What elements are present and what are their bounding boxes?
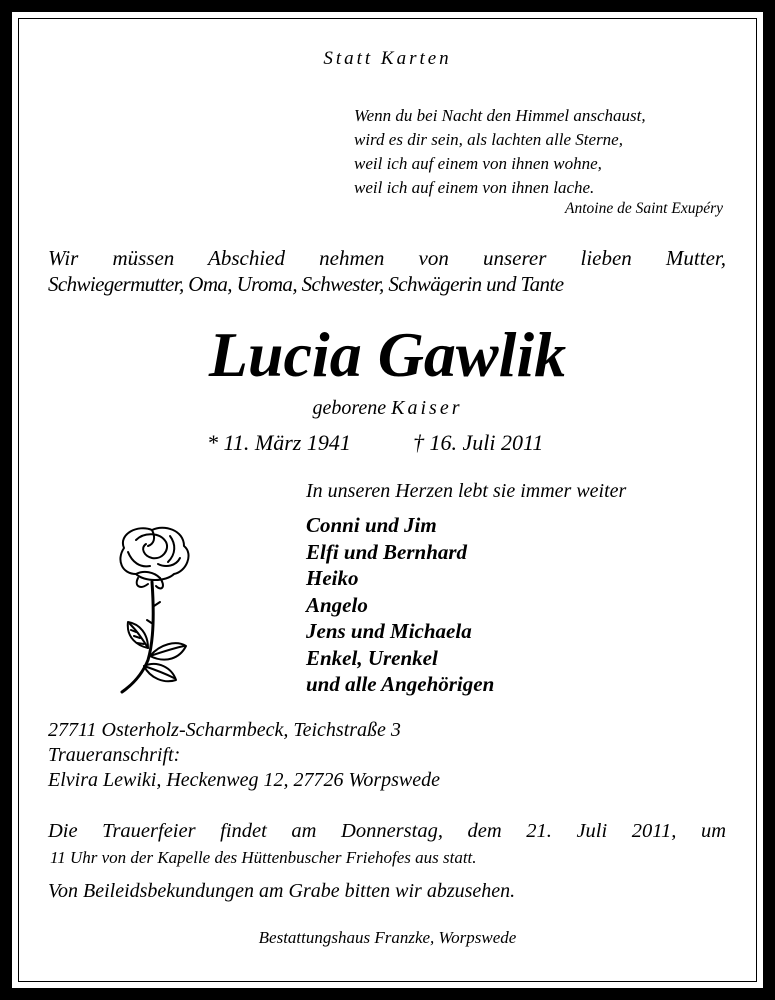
- mourner-name: Conni und Jim: [306, 513, 437, 537]
- ceremony-line-2: 11 Uhr von der Kapelle des Hüttenbuscher Friehofes aus statt.: [50, 848, 477, 867]
- poem-quote: [354, 104, 646, 200]
- maiden-name: Kaiser: [391, 397, 463, 419]
- statt-karten-heading: Statt Karten: [323, 48, 452, 69]
- mourner-name: Elfi und Bernhard: [306, 539, 468, 564]
- mourners-intro: In unseren Herzen lebt sie immer weiter: [306, 480, 627, 502]
- mourner-name: Angelo: [306, 592, 368, 617]
- quote-author: Antoine de Saint Exupéry: [565, 200, 723, 217]
- birth-date: * 11. März 1941: [207, 430, 351, 455]
- mourner-name: Jens und Michaela: [306, 619, 472, 643]
- intro-line-2: Schwiegermutter, Oma, Uroma, Schwester, Schwägerin und Tante: [48, 272, 564, 296]
- death-date: † 16. Juli 2011: [413, 430, 544, 455]
- quote-line: wird es dir sein, als lachten alle Sterne,: [354, 130, 623, 149]
- mourner-name: Heiko: [306, 566, 359, 590]
- quote-line: weil ich auf einem von ihnen lache.: [354, 178, 595, 197]
- intro-line-1: Wir müssen Abschied nehmen von unserer lieben Mutter,: [48, 246, 726, 270]
- deceased-name: Lucia Gawlik: [208, 319, 567, 390]
- born-prefix: geborene: [312, 397, 387, 419]
- ceremony-line-1: Die Trauerfeier findet am Donnerstag, dem 21. Juli 2011, um: [48, 820, 726, 842]
- maiden-name-line: [0, 397, 775, 420]
- quote-line: Wenn du bei Nacht den Himmel anschaust,: [354, 106, 646, 125]
- quote-line: weil ich auf einem von ihnen wohne,: [354, 154, 602, 173]
- mourner-name: und alle Angehörigen: [306, 672, 495, 696]
- mourning-address: Elvira Lewiki, Heckenweg 12, 27726 Worpswede: [48, 769, 440, 791]
- mourners-list: [306, 512, 494, 698]
- rose-icon: [104, 520, 204, 700]
- mourning-address-label: Traueranschrift:: [48, 744, 181, 766]
- address-block: [48, 718, 440, 793]
- mourner-name: Enkel, Urenkel: [306, 645, 438, 670]
- residence-address: 27711 Osterholz-Scharmbeck, Teichstraße 3: [48, 719, 401, 741]
- undertaker: Bestattungshaus Franzke, Worpswede: [258, 928, 517, 947]
- condolences-note: Von Beileidsbekundungen am Grabe bitten wir abzusehen.: [48, 880, 516, 902]
